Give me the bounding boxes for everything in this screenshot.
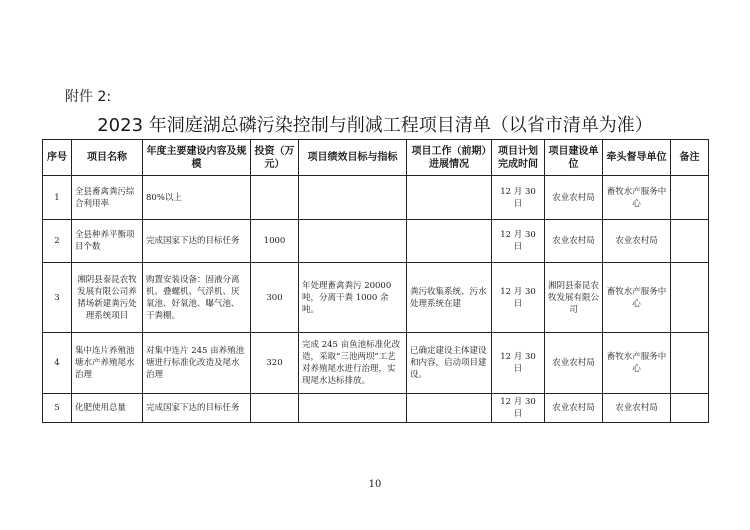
header-cell: 项目建设单位 bbox=[545, 140, 603, 176]
header-cell: 备注 bbox=[671, 140, 709, 176]
cell-remark bbox=[671, 176, 709, 220]
cell-supervisor: 畜牧水产服务中心 bbox=[603, 263, 671, 333]
header-cell: 项目计划完成时间 bbox=[492, 140, 545, 176]
cell-content: 80%以上 bbox=[143, 176, 251, 220]
attachment-label: 附件 2: bbox=[65, 89, 112, 105]
cell-target: 完成 245 亩鱼池标准化改造，采取“三池两坝”工艺对养殖尾水进行治理，实现尾水达标排放。 bbox=[299, 333, 407, 394]
header-cell: 项目名称 bbox=[72, 140, 143, 176]
cell-supervisor: 农业农村局 bbox=[603, 220, 671, 263]
cell-name: 化肥使用总量 bbox=[72, 394, 143, 423]
cell-progress bbox=[407, 176, 492, 220]
cell-name: 全县种养平衡项目个数 bbox=[72, 220, 143, 263]
table-row bbox=[43, 263, 709, 333]
cell-supervisor: 畜牧水产服务中心 bbox=[603, 176, 671, 220]
cell-content: 完成国家下达的目标任务 bbox=[143, 394, 251, 423]
cell-no: 4 bbox=[43, 333, 72, 394]
cell-supervisor: 农业农村局 bbox=[603, 394, 671, 423]
cell-complete: 12 月 30 日 bbox=[492, 263, 545, 333]
cell-no: 3 bbox=[43, 263, 72, 333]
cell-builder: 农业农村局 bbox=[545, 333, 603, 394]
table-row bbox=[43, 176, 709, 220]
project-table bbox=[42, 139, 709, 423]
cell-target: 年处理畜禽粪污 20000 吨，分离干粪 1000 余吨。 bbox=[299, 263, 407, 333]
cell-complete: 12 月 30 日 bbox=[492, 394, 545, 423]
cell-supervisor: 畜牧水产服务中心 bbox=[603, 333, 671, 394]
header-cell: 项目工作（前期）进展情况 bbox=[407, 140, 492, 176]
header-row bbox=[43, 140, 709, 176]
table-row bbox=[43, 394, 709, 423]
cell-content: 对集中连片 245 亩养殖池塘进行标准化改造及尾水治理 bbox=[143, 333, 251, 394]
cell-builder: 农业农村局 bbox=[545, 176, 603, 220]
cell-investment: 320 bbox=[251, 333, 299, 394]
cell-complete: 12 月 30 日 bbox=[492, 333, 545, 394]
cell-investment: 300 bbox=[251, 263, 299, 333]
cell-target bbox=[299, 220, 407, 263]
cell-builder: 农业农村局 bbox=[545, 394, 603, 423]
cell-content: 完成国家下达的目标任务 bbox=[143, 220, 251, 263]
cell-complete: 12 月 30 日 bbox=[492, 176, 545, 220]
page-title: 2023 年洞庭湖总磷污染控制与削减工程项目清单（以省市清单为准） bbox=[97, 115, 653, 136]
table-row bbox=[43, 333, 709, 394]
cell-investment bbox=[251, 394, 299, 423]
header-cell: 年度主要建设内容及规模 bbox=[143, 140, 251, 176]
cell-content: 购置安装设备：固液分离机、叠螺机、气浮机、厌氧池、好氧池、曝气池、干粪棚。 bbox=[143, 263, 251, 333]
cell-progress bbox=[407, 394, 492, 423]
cell-no: 2 bbox=[43, 220, 72, 263]
cell-investment bbox=[251, 176, 299, 220]
header-cell: 牵头督导单位 bbox=[603, 140, 671, 176]
header-cell: 项目绩效目标与指标 bbox=[299, 140, 407, 176]
cell-progress: 粪污收集系统、污水处理系统在建 bbox=[407, 263, 492, 333]
cell-no: 5 bbox=[43, 394, 72, 423]
cell-builder: 农业农村局 bbox=[545, 220, 603, 263]
cell-builder: 湘阴县泰昆农牧发展有限公司 bbox=[545, 263, 603, 333]
cell-investment: 1000 bbox=[251, 220, 299, 263]
header-cell: 投资（万元） bbox=[251, 140, 299, 176]
cell-name: 全县畜禽粪污综合利用率 bbox=[72, 176, 143, 220]
cell-name: 湘阴县泰昆农牧发展有限公司养猪场新建粪污处理系统项目 bbox=[72, 263, 143, 333]
cell-remark bbox=[671, 263, 709, 333]
cell-target bbox=[299, 176, 407, 220]
cell-remark bbox=[671, 333, 709, 394]
table-row bbox=[43, 220, 709, 263]
page-number: 10 bbox=[368, 479, 382, 490]
cell-progress bbox=[407, 220, 492, 263]
cell-remark bbox=[671, 220, 709, 263]
cell-name: 集中连片养殖池塘水产养殖尾水治理 bbox=[72, 333, 143, 394]
header-cell: 序号 bbox=[43, 140, 72, 176]
cell-progress: 已确定建设主体建设和内容，启动项目建设。 bbox=[407, 333, 492, 394]
cell-target bbox=[299, 394, 407, 423]
cell-remark bbox=[671, 394, 709, 423]
cell-complete: 12 月 30 日 bbox=[492, 220, 545, 263]
cell-no: 1 bbox=[43, 176, 72, 220]
